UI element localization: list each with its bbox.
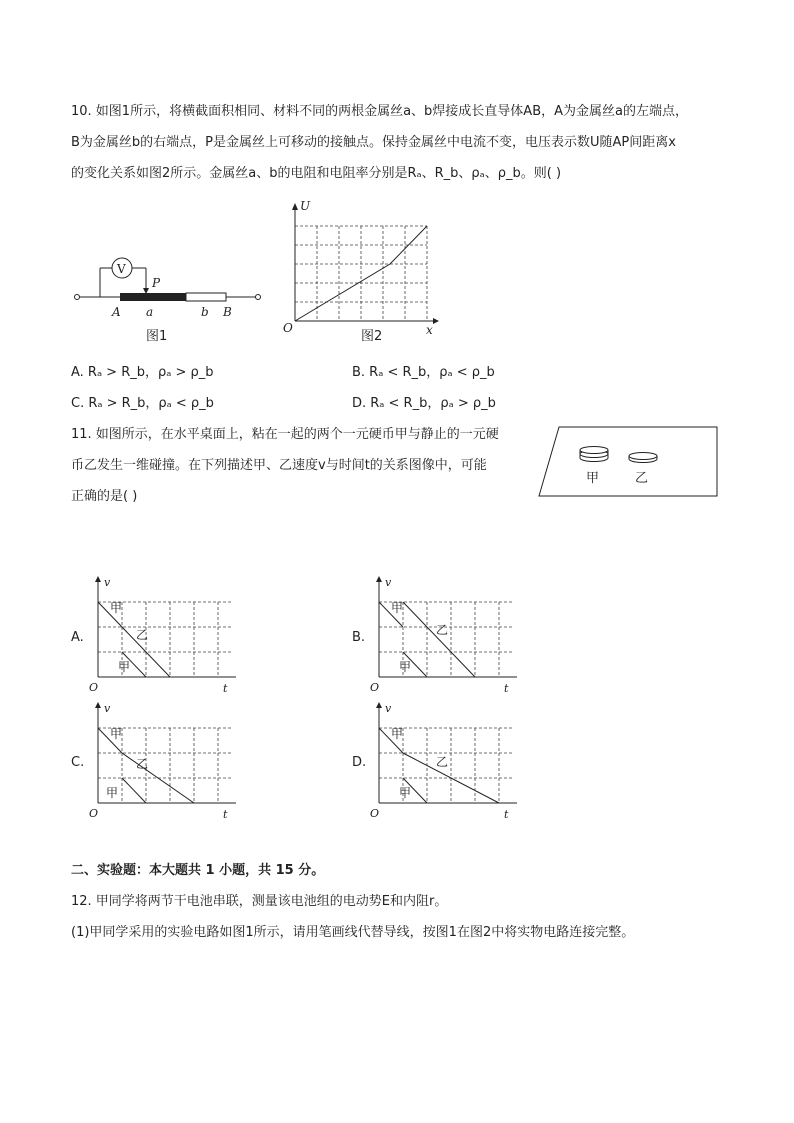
q10-line-1: 10. 如图1所示，将横截面积相同、材料不同的两根金属丝a、b焊接成长直导体AB，A为金属丝a的左端点， [71, 104, 688, 119]
svg-text:甲: 甲 [391, 727, 404, 741]
svg-text:O: O [89, 681, 99, 694]
q11-graph-c[interactable] [86, 698, 246, 823]
svg-text:t: t [223, 808, 228, 821]
coin-jia-label: 甲 [586, 471, 600, 486]
svg-text:O: O [370, 807, 380, 820]
wire-b [186, 293, 226, 301]
q10-option-c[interactable]: C. Rₐ > R_b，ρₐ < ρ_b [71, 396, 214, 411]
svg-text:乙: 乙 [136, 757, 149, 771]
svg-text:v: v [104, 702, 111, 715]
q10-figure-2 [278, 196, 443, 344]
figure-2-caption: 图2 [361, 329, 383, 344]
svg-text:t: t [504, 682, 509, 695]
wire-a [120, 293, 186, 301]
svg-text:O: O [89, 807, 99, 820]
q11-option-a-letter[interactable]: A. [71, 630, 84, 645]
figure-1-caption: 图1 [146, 329, 168, 344]
q11-option-c-letter[interactable]: C. [71, 755, 85, 770]
svg-text:v: v [104, 576, 111, 589]
q11-graph-d[interactable] [367, 698, 527, 823]
q11-option-b-letter[interactable]: B. [352, 630, 366, 645]
end-a-label: A [112, 305, 121, 319]
voltmeter-label: V [117, 262, 126, 276]
svg-text:乙: 乙 [136, 628, 149, 642]
x-axis-label: x [426, 323, 433, 337]
q10-option-b[interactable]: B. Rₐ < R_b，ρₐ < ρ_b [352, 365, 495, 380]
svg-text:O: O [370, 681, 380, 694]
q12-line-2: (1)甲同学采用的实验电路如图1所示，请用笔画线代替导线，按图1在图2中将实物电路连接完整。 [71, 925, 635, 940]
end-b-label: B [223, 305, 232, 319]
svg-text:甲: 甲 [110, 601, 123, 615]
q11-graph-b[interactable] [367, 572, 527, 697]
yi-line [403, 602, 475, 677]
origin-label: O [283, 321, 293, 335]
q11-option-d-letter[interactable]: D. [352, 755, 367, 770]
svg-text:乙: 乙 [436, 623, 449, 637]
svg-text:乙: 乙 [436, 755, 449, 769]
q10-option-d[interactable]: D. Rₐ < R_b，ρₐ > ρ_b [352, 396, 496, 411]
q11-line-1: 11. 如图所示，在水平桌面上，粘在一起的两个一元硬币甲与静止的一元硬 [71, 427, 499, 442]
wire-a-label: a [146, 305, 154, 319]
q11-line-3: 正确的是( ) [71, 489, 138, 504]
svg-text:t: t [223, 682, 228, 695]
contact-point-label: P [152, 276, 161, 290]
wire-b-label: b [201, 305, 209, 319]
q11-coins-figure [536, 424, 722, 500]
coin-yi-label: 乙 [635, 471, 649, 486]
coin-yi [629, 453, 657, 460]
q10-figure-1 [68, 250, 268, 350]
svg-text:甲: 甲 [118, 660, 131, 674]
q10-line-2: B为金属丝b的右端点，P是金属丝上可移动的接触点。保持金属丝中电流不变，电压表示数U随AP间距离x [71, 135, 676, 150]
svg-text:v: v [385, 702, 392, 715]
jia-line [98, 602, 170, 677]
section-2-heading: 二、实验题：本大题共 1 小题，共 15 分。 [71, 863, 325, 878]
u-axis-label: U [300, 199, 311, 213]
q11-line-2: 币乙发生一维碰撞。在下列描述甲、乙速度v与时间t的关系图像中，可能 [71, 458, 487, 473]
q10-line-3: 的变化关系如图2所示。金属丝a、b的电阻和电阻率分别是Rₐ、R_b、ρₐ、ρ_b。则( ) [71, 166, 562, 181]
table-surface [539, 427, 717, 496]
svg-text:v: v [385, 576, 392, 589]
svg-text:甲: 甲 [399, 786, 412, 800]
q12-line-1: 12. 甲同学将两节干电池串联，测量该电池组的电动势E和内阻r。 [71, 894, 448, 909]
svg-text:t: t [504, 808, 509, 821]
q10-option-a[interactable]: A. Rₐ > R_b，ρₐ > ρ_b [71, 365, 214, 380]
coin-jia [580, 447, 608, 454]
svg-text:甲: 甲 [106, 786, 119, 800]
svg-text:甲: 甲 [110, 727, 123, 741]
q11-graph-a[interactable] [86, 572, 246, 697]
svg-text:甲: 甲 [391, 601, 404, 615]
svg-text:甲: 甲 [399, 660, 412, 674]
jia-after-line [122, 778, 146, 803]
